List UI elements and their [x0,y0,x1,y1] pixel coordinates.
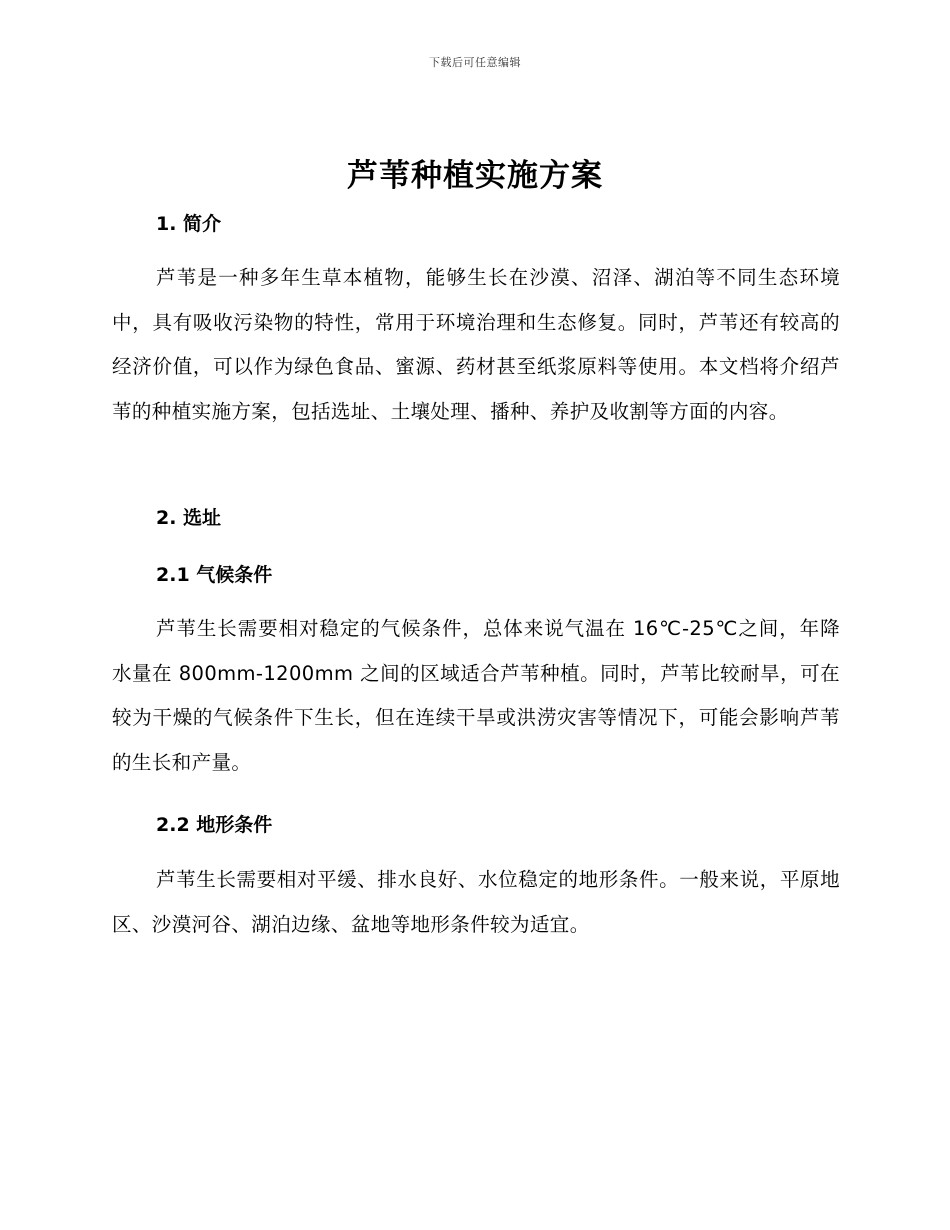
paragraph-intro: 芦苇是一种多年生草本植物，能够生长在沙漠、沼泽、湖泊等不同生态环境中，具有吸收污染物的特性，常用于环境治理和生态修复。同时，芦苇还有较高的经济价值，可以作为绿色食品、蜜源、药材甚至纸浆原料等使用。本文档将介绍芦苇的种植实施方案，包括选址、土壤处理、播种、养护及收割等方面的内容。 [112,266,840,423]
section-heading-site: 2. 选址 [156,507,222,529]
paragraph-climate: 芦苇生长需要相对稳定的气候条件，总体来说气温在 16℃-25℃之间，年降水量在 800mm-1200mm 之间的区域适合芦苇种植。同时，芦苇比较耐旱，可在较为干燥的气候条件下生长，但在连续干旱或洪涝灾害等情况下，可能会影响芦苇的生长和产量。 [112,617,840,774]
subsection-heading-climate: 2.1 气候条件 [156,564,273,586]
subsection-heading-terrain: 2.2 地形条件 [156,814,273,836]
header-note: 下载后可任意编辑 [429,56,521,69]
paragraph-terrain: 芦苇生长需要相对平缓、排水良好、水位稳定的地形条件。一般来说，平原地区、沙漠河谷、湖泊边缘、盆地等地形条件较为适宜。 [112,868,840,936]
document-title: 芦苇种植实施方案 [347,158,603,194]
section-heading-intro: 1. 简介 [156,213,222,235]
